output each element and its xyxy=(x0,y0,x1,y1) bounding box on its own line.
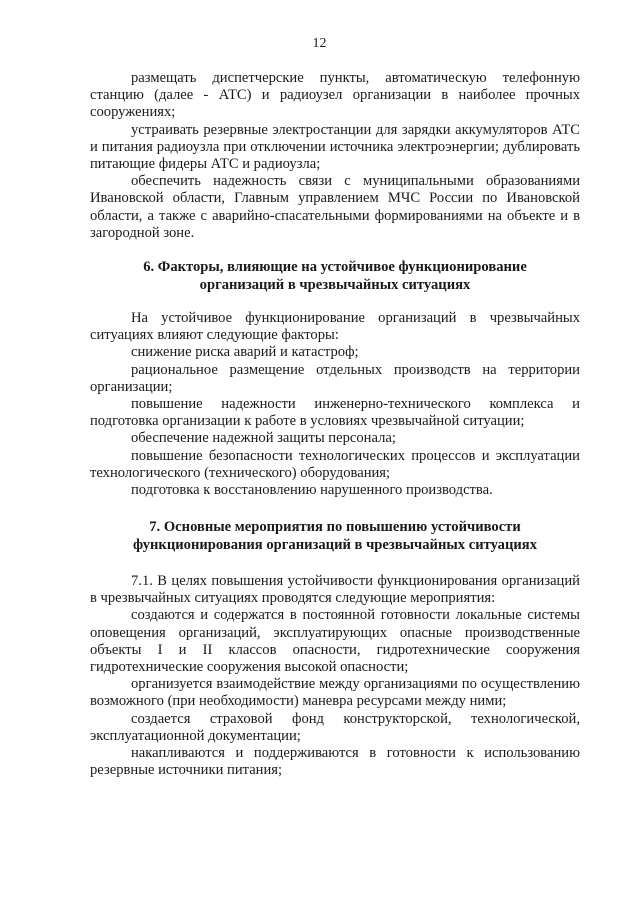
paragraph: организуется взаимодействие между организациями по осуществлению возможного (при необходимости) маневра ресурсами между ними; xyxy=(90,676,580,710)
paragraph: рациональное размещение отдельных производств на территории организации; xyxy=(90,361,580,395)
paragraph: На устойчивое функционирование организаций в чрезвычайных ситуациях влияют следующие факторы: xyxy=(90,310,580,344)
section-6-heading xyxy=(90,258,580,294)
paragraph: повышение безопасности технологических процессов и эксплуатации технологического (технического) оборудования; xyxy=(90,447,580,481)
paragraph: 7.1. В целях повышения устойчивости функционирования организаций в чрезвычайных ситуациях проводятся следующие мероприятия: xyxy=(90,573,580,607)
paragraph: размещать диспетчерские пункты, автоматическую телефонную станцию (далее - АТС) и радиоузел организации в наиболее прочных сооружениях; xyxy=(90,70,580,121)
section-7-body xyxy=(90,573,580,779)
paragraph: подготовка к восстановлению нарушенного производства. xyxy=(131,482,493,499)
paragraph: накапливаются и поддерживаются в готовности к использованию резервные источники питания; xyxy=(90,745,580,779)
block-communication-measures xyxy=(90,70,580,242)
section-6-title-line1: 6. Факторы, влияющие на устойчивое функционирование xyxy=(143,259,527,275)
paragraph: обеспечить надежность связи с муниципальными образованиями Ивановской области, Главным управлением МЧС России по Ивановской области, а также с аварийно-спасательными формированиями на объекте и в загородной зоне. xyxy=(90,173,580,241)
section-7-title-line2: функционирования организаций в чрезвычайных ситуациях xyxy=(132,537,537,553)
paragraph: создаются и содержатся в постоянной готовности локальные системы оповещения организаций, эксплуатирующих опасные производственные объекты I и II классов опасности, гидротехнические сооружения гидротехнические сооружения высокой опасности; xyxy=(90,607,580,676)
section-7-title-line1: 7. Основные мероприятия по повышению устойчивости xyxy=(149,519,521,535)
section-6-title-line2: организаций в чрезвычайных ситуациях xyxy=(199,277,471,293)
section-6-body xyxy=(90,310,580,499)
page-number: 12 xyxy=(312,36,327,51)
paragraph: повышение надежности инженерно-технического комплекса и подготовка организации к работе в условиях чрезвычайной ситуации; xyxy=(90,396,580,430)
paragraph: снижение риска аварий и катастроф; xyxy=(131,344,359,361)
section-7-heading xyxy=(90,518,580,554)
paragraph: устраивать резервные электростанции для зарядки аккумуляторов АТС и питания радиоузла при отключении источника электроэнергии; дублировать питающие фидеры АТС и радиоузла; xyxy=(90,121,580,173)
paragraph: обеспечение надежной защиты персонала; xyxy=(131,430,396,447)
paragraph: создается страховой фонд конструкторской, технологической, эксплуатационной документации; xyxy=(90,710,580,744)
